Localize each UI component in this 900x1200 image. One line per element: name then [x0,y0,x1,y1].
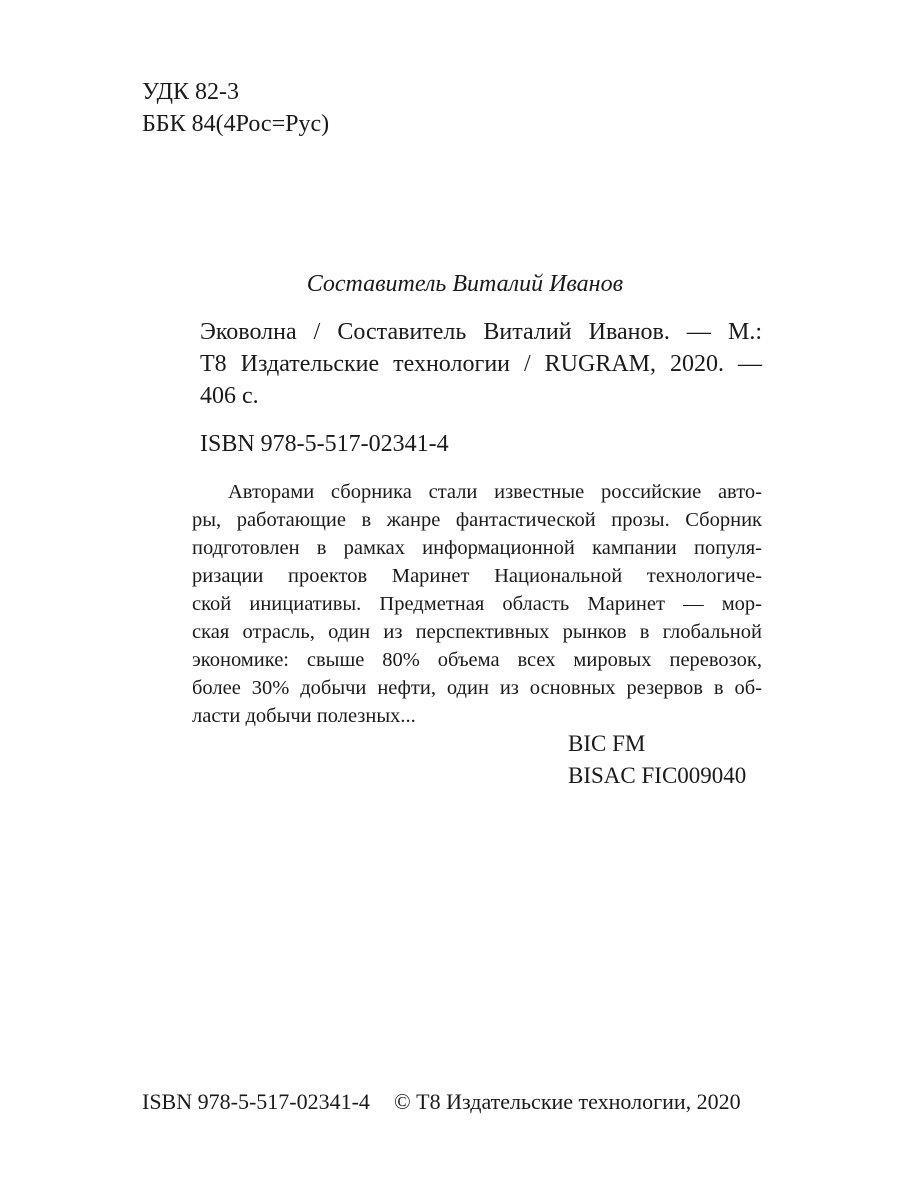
bbk-code: ББК 84(4Рос=Рус) [142,111,330,137]
bibliographic-line: 406 с. [200,383,259,409]
bibliographic-record [200,316,762,412]
annotation-paragraph [192,478,762,730]
bibliographic-line: Эковолна / Составитель Виталий Иванов. — М.: [200,319,762,345]
annotation-line: Авторами сборника стали известные российские авто- [228,481,762,503]
udk-code: УДК 82-3 [142,79,239,105]
annotation-line: ры, работающие в жанре фантастической прозы. Сборник [192,509,762,531]
annotation-line: ласти добычи полезных... [192,705,416,727]
annotation-line: более 30% добычи нефти, один из основных резервов в об- [192,677,762,699]
isbn-line: ISBN 978-5-517-02341-4 [200,431,449,457]
footer-isbn: ISBN 978-5-517-02341-4 [142,1089,370,1114]
bisac-code: BISAC FIC009040 [568,763,747,788]
footer-copyright: © Т8 Издательские технологии, 2020 [393,1089,741,1114]
annotation-line: подготовлен в рамках информационной кампании популя- [192,537,762,559]
annotation-line: ская отрасль, один из перспективных рынков в глобальной [192,621,762,643]
bic-code: BIC FM [568,731,646,756]
annotation-line: ской инициативы. Предметная область Маринет — мор- [192,593,762,615]
classification-block [142,76,329,140]
annotation-line: ризации проектов Маринет Национальной технологиче- [192,565,762,587]
footer-line [142,1086,741,1118]
compiler-heading: Составитель Виталий Иванов [306,271,623,297]
annotation-line: экономике: свыше 80% объема всех мировых перевозок, [192,649,762,671]
subject-codes [568,728,746,792]
bibliographic-line: Т8 Издательские технологии / RUGRAM, 2020. — [200,351,762,377]
